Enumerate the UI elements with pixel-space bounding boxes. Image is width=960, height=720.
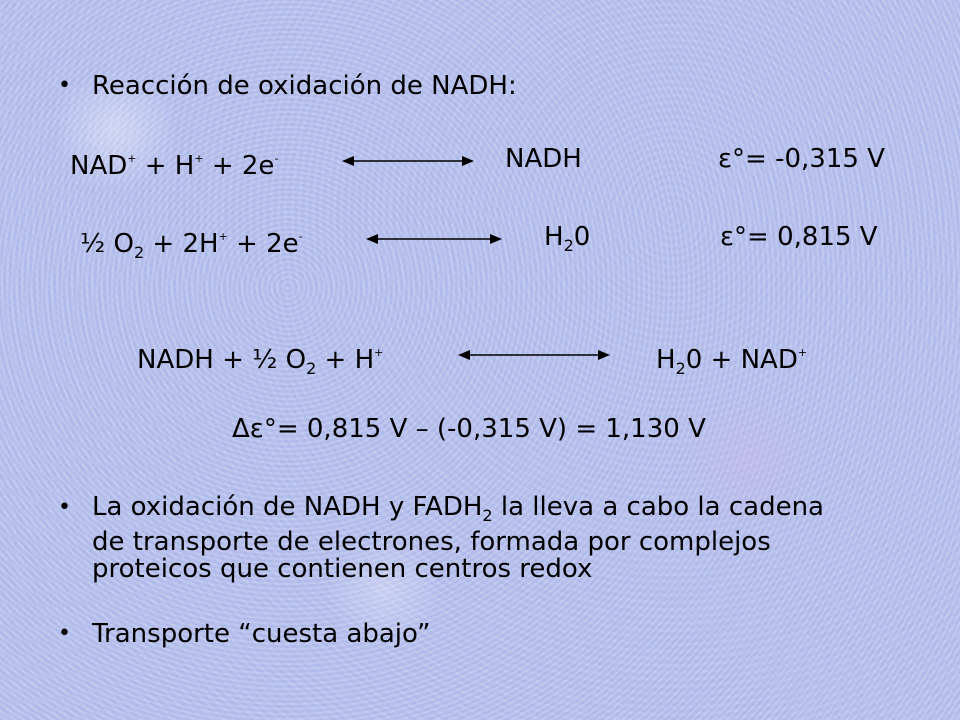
equation-1-potential: ε°= -0,315 V	[718, 144, 885, 174]
rhs-text: 0 + NAD	[685, 345, 798, 375]
electron-charge: -	[298, 230, 303, 243]
fadh-subscript: 2	[482, 506, 493, 525]
bullet-line-3: proteicos que contienen centros redox	[92, 554, 593, 584]
nad-charge: +	[127, 152, 137, 165]
bullet-reaction-title	[58, 72, 517, 100]
equation-1-reactants	[70, 144, 278, 181]
bullet-text	[92, 494, 824, 583]
water-h-text: H	[656, 345, 676, 375]
oxygen-subscript: 2	[133, 243, 145, 262]
double-arrow-icon	[342, 152, 474, 170]
water-subscript: 2	[563, 236, 574, 255]
water-h-text: H	[544, 222, 564, 252]
nad-charge: +	[797, 346, 808, 359]
electron-text: + 2e	[203, 151, 275, 181]
h-text: + H	[136, 151, 195, 181]
line-1-pre: La oxidación de NADH y FADH	[92, 492, 483, 522]
equation-3-reactants	[137, 338, 383, 384]
equation-2-product	[544, 222, 590, 261]
bullet-text: Transporte “cuesta abajo”	[92, 619, 431, 649]
line-1-post: la lleva a cabo la cadena	[492, 492, 824, 522]
bullet-line-1	[92, 494, 824, 529]
equation-3-products	[656, 338, 807, 384]
h-charge: +	[194, 152, 204, 165]
equation-2-reactants	[80, 222, 303, 268]
equation-2-potential: ε°= 0,815 V	[720, 222, 878, 252]
water-o-text: 0	[573, 222, 591, 252]
water-subscript: 2	[675, 359, 686, 378]
double-arrow-icon	[458, 346, 610, 364]
delta-potential: Δε°= 0,815 V – (-0,315 V) = 1,130 V	[232, 414, 706, 444]
h-charge: +	[374, 346, 384, 359]
bullet-line-2: de transporte de electrones, formada por complejos	[92, 527, 771, 557]
h-text: + 2H	[144, 229, 219, 259]
double-arrow-icon	[366, 230, 502, 248]
lhs-h-text: + H	[316, 345, 375, 375]
h-charge: +	[218, 230, 228, 243]
nad-text: NAD	[70, 151, 128, 181]
bullet-text: Reacción de oxidación de NADH:	[92, 71, 517, 101]
equation-1-product: NADH	[505, 144, 582, 174]
electron-text: + 2e	[227, 229, 299, 259]
bullet-electron-transport	[58, 494, 824, 583]
bullet-downhill-transport	[58, 620, 430, 648]
electron-charge: -	[274, 152, 279, 165]
bullet-marker: •	[58, 495, 71, 520]
lhs-text: NADH + ½ O	[137, 345, 307, 375]
bullet-marker: •	[58, 621, 71, 646]
oxygen-subscript: 2	[306, 359, 317, 378]
bullet-marker: •	[58, 73, 71, 98]
half-oxygen-text: ½ O	[80, 229, 134, 259]
